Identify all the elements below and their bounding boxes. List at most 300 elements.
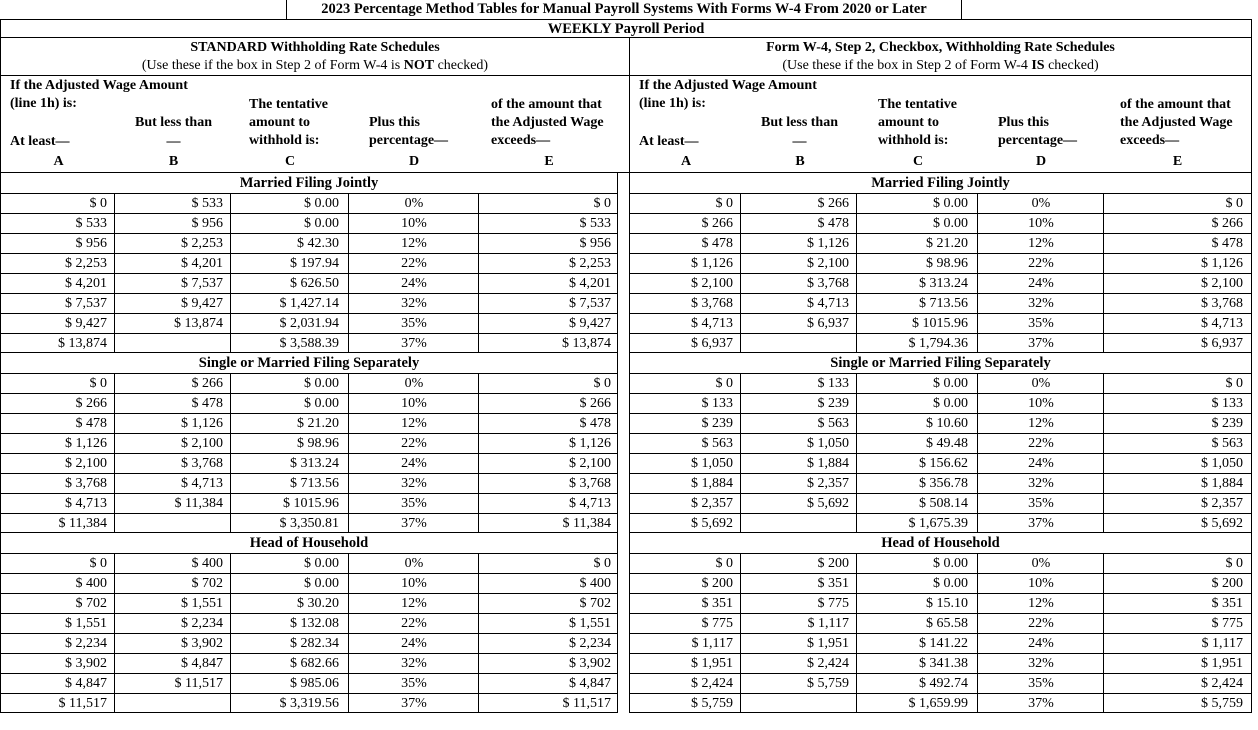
exceeds-cell-value: $ 478: [579, 416, 611, 431]
but-less-than-cell: [114, 653, 231, 673]
percentage-cell: [977, 393, 1104, 413]
but-less-than-cell: [740, 473, 857, 493]
but-less-than-cell-value: $ 1,551: [181, 596, 223, 611]
table-row: [629, 553, 1252, 573]
at-least-cell: [629, 193, 741, 213]
percentage-cell-value: 35%: [1028, 676, 1054, 691]
but-less-than-cell-value: $ 3,768: [807, 276, 849, 291]
but-less-than-cell: [114, 573, 231, 593]
exceeds-cell-value: $ 3,768: [569, 476, 611, 491]
percentage-cell: [348, 673, 479, 693]
tentative-cell: [230, 233, 349, 253]
table-row: [0, 553, 618, 573]
but-less-than-cell-value: $ 4,847: [181, 656, 223, 671]
but-less-than-cell-value: $ 2,424: [807, 656, 849, 671]
table-row: [0, 573, 618, 593]
tentative-cell-value: $ 42.30: [297, 236, 339, 251]
exceeds-cell: [1103, 333, 1252, 353]
percentage-cell-value: 32%: [1028, 296, 1054, 311]
percentage-cell-value: 32%: [401, 296, 427, 311]
but-less-than-cell-value: $ 6,937: [807, 316, 849, 331]
percentage-cell-value: 24%: [1028, 276, 1054, 291]
table-row: [629, 253, 1252, 273]
tentative-cell: [230, 213, 349, 233]
tentative-cell: [856, 453, 978, 473]
exceeds-cell-value: $ 5,692: [1201, 516, 1243, 531]
letter-e: E: [1172, 154, 1183, 169]
tentative-cell-value: $ 0.00: [304, 396, 339, 411]
tentative-cell-value: $ 356.78: [919, 476, 968, 491]
exceeds-cell: [1103, 273, 1252, 293]
table-row: [0, 633, 618, 653]
percentage-cell-value: 32%: [401, 476, 427, 491]
at-least-cell: [0, 553, 115, 573]
tentative-cell-value: $ 0.00: [304, 556, 339, 571]
but-less-than-cell: [740, 513, 857, 533]
tentative-cell-value: $ 713.56: [919, 296, 968, 311]
at-least-cell: [629, 233, 741, 253]
percentage-cell: [348, 693, 479, 713]
but-less-than-cell-value: $ 478: [817, 216, 849, 231]
tentative-cell-value: $ 0.00: [933, 556, 968, 571]
but-less-than-cell: [740, 673, 857, 693]
table-row: [0, 593, 618, 613]
tentative-cell: [856, 593, 978, 613]
percentage-cell: [348, 313, 479, 333]
percentage-cell: [348, 393, 479, 413]
at-least-cell-value: $ 478: [701, 236, 733, 251]
percentage-cell: [977, 633, 1104, 653]
table-row: [629, 633, 1252, 653]
table-row: [0, 293, 618, 313]
at-least-cell: [629, 513, 741, 533]
tentative-cell-value: $ 197.94: [290, 256, 339, 271]
standard-note: (Use these if the box in Step 2 of Form W-4 is NOT checked): [141, 58, 489, 73]
table-row: [629, 433, 1252, 453]
percentage-cell: [977, 653, 1104, 673]
exceeds-cell: [1103, 433, 1252, 453]
at-least-cell-value: $ 3,768: [691, 296, 733, 311]
percentage-cell: [348, 633, 479, 653]
exceeds-cell: [478, 273, 618, 293]
percentage-cell-value: 32%: [401, 656, 427, 671]
but-less-than-cell: [740, 193, 857, 213]
tentative-cell: [856, 573, 978, 593]
percentage-cell-value: 0%: [1031, 196, 1051, 211]
at-least-cell: [629, 313, 741, 333]
but-less-than-cell-value: $ 11,517: [174, 676, 223, 691]
tentative-cell: [856, 213, 978, 233]
tentative-cell: [856, 613, 978, 633]
table-row: [629, 273, 1252, 293]
percentage-cell: [348, 433, 479, 453]
tentative-cell: [856, 553, 978, 573]
at-least-cell: [629, 553, 741, 573]
at-least-cell: [629, 373, 741, 393]
exceeds-cell: [478, 693, 618, 713]
at-least-cell-value: $ 11,384: [58, 516, 107, 531]
tentative-cell-value: $ 282.34: [290, 636, 339, 651]
but-less-than-cell-value: $ 3,902: [181, 636, 223, 651]
exceeds-cell: [1103, 693, 1252, 713]
but-less-than-cell: [740, 693, 857, 713]
at-least-cell: [0, 633, 115, 653]
at-least-cell-value: $ 1,951: [691, 656, 733, 671]
but-less-than-cell: [114, 253, 231, 273]
tentative-cell-value: $ 313.24: [919, 276, 968, 291]
table-row: [0, 673, 618, 693]
tentative-cell: [856, 193, 978, 213]
exceeds-cell: [478, 673, 618, 693]
at-least-cell: [629, 213, 741, 233]
tentative-cell-value: $ 0.00: [304, 376, 339, 391]
percentage-cell: [348, 193, 479, 213]
exceeds-cell: [1103, 293, 1252, 313]
percentage-cell-value: 0%: [1031, 376, 1051, 391]
exceeds-label-3: exceeds—: [491, 133, 551, 148]
at-least-cell-value: $ 4,713: [691, 316, 733, 331]
exceeds-cell: [478, 633, 618, 653]
tentative-cell-value: $ 141.22: [919, 636, 968, 651]
at-least-cell: [629, 333, 741, 353]
tentative-cell: [856, 633, 978, 653]
tentative-cell: [856, 393, 978, 413]
exceeds-cell-value: $ 2,100: [569, 456, 611, 471]
table-row: [0, 333, 618, 353]
but-less-than-cell-value: $ 1,126: [181, 416, 223, 431]
exceeds-label-3: exceeds—: [1120, 133, 1180, 148]
at-least-cell-value: $ 13,874: [58, 336, 107, 351]
exceeds-cell: [1103, 253, 1252, 273]
at-least-cell: [629, 453, 741, 473]
tentative-cell-value: $ 1015.96: [283, 496, 339, 511]
tentative-cell: [856, 433, 978, 453]
tentative-label-2: amount to: [249, 115, 311, 130]
but-less-than-cell: [114, 393, 231, 413]
at-least-cell: [0, 473, 115, 493]
percentage-cell-value: 10%: [401, 576, 427, 591]
tentative-cell: [230, 613, 349, 633]
at-least-cell: [0, 313, 115, 333]
table-row: [0, 513, 618, 533]
at-least-cell-value: $ 4,847: [65, 676, 107, 691]
but-less-than-cell-value: $ 478: [191, 396, 223, 411]
at-least-cell-value: $ 5,759: [691, 696, 733, 711]
but-less-than-cell: [114, 553, 231, 573]
exceeds-cell-value: $ 0: [593, 376, 611, 391]
but-less-than-cell: [114, 433, 231, 453]
tentative-label-1: The tentative: [249, 97, 328, 112]
but-less-than-cell: [740, 453, 857, 473]
tentative-cell: [856, 413, 978, 433]
but-less-than-cell-value: $ 1,884: [807, 456, 849, 471]
percentage-cell-value: 0%: [404, 376, 424, 391]
tentative-cell: [230, 693, 349, 713]
exceeds-cell-value: $ 1,050: [1201, 456, 1243, 471]
percentage-cell-value: 35%: [1028, 316, 1054, 331]
but-less-than-cell-value: $ 3,768: [181, 456, 223, 471]
exceeds-cell-value: $ 0: [1225, 556, 1243, 571]
at-least-cell: [0, 393, 115, 413]
but-less-than-cell-value: $ 2,100: [181, 436, 223, 451]
but-less-than-cell-value: $ 400: [191, 556, 223, 571]
percentage-cell-value: 0%: [404, 196, 424, 211]
tentative-cell: [230, 333, 349, 353]
but-less-than-cell: [740, 273, 857, 293]
at-least-cell-value: $ 0: [89, 196, 107, 211]
table-row: [0, 273, 618, 293]
percentage-cell-value: 10%: [401, 216, 427, 231]
at-least-cell-value: $ 7,537: [65, 296, 107, 311]
table-row: [0, 193, 618, 213]
but-less-than-cell-value: $ 13,874: [174, 316, 223, 331]
tentative-cell-value: $ 49.48: [926, 436, 968, 451]
exceeds-cell-value: $ 266: [1211, 216, 1243, 231]
percentage-cell-value: 24%: [1028, 636, 1054, 651]
table-row: [0, 653, 618, 673]
tentative-cell: [230, 293, 349, 313]
but-less-than-cell-value: $ 2,357: [807, 476, 849, 491]
table-row: [0, 393, 618, 413]
but-less-than-cell: [740, 253, 857, 273]
but-less-than-cell: [740, 573, 857, 593]
percentage-cell-value: 37%: [1028, 336, 1054, 351]
tentative-cell: [856, 653, 978, 673]
tentative-cell: [230, 453, 349, 473]
at-least-label: At least—: [10, 134, 70, 149]
at-least-cell: [0, 653, 115, 673]
exceeds-cell: [478, 193, 618, 213]
at-least-cell-value: $ 0: [89, 556, 107, 571]
at-least-cell-value: $ 4,713: [65, 496, 107, 511]
exceeds-cell-value: $ 5,759: [1201, 696, 1243, 711]
exceeds-cell-value: $ 6,937: [1201, 336, 1243, 351]
percentage-cell: [348, 473, 479, 493]
percentage-cell-value: 35%: [401, 676, 427, 691]
but-less-than-cell: [740, 613, 857, 633]
tentative-cell-value: $ 3,588.39: [279, 336, 339, 351]
tentative-cell-value: $ 0.00: [933, 376, 968, 391]
percentage-cell: [348, 593, 479, 613]
percentage-cell: [977, 473, 1104, 493]
document-title: 2023 Percentage Method Tables for Manual Payroll Systems With Forms W-4 From 2020 or Later: [286, 0, 962, 19]
but-less-than-cell-value: $ 2,234: [181, 616, 223, 631]
percentage-cell: [977, 413, 1104, 433]
at-least-cell-value: $ 0: [89, 376, 107, 391]
but-less-than-cell: [114, 373, 231, 393]
but-less-than-cell: [740, 293, 857, 313]
tentative-cell: [230, 573, 349, 593]
tentative-cell: [230, 273, 349, 293]
exceeds-cell-value: $ 133: [1211, 396, 1243, 411]
tentative-cell-value: $ 98.96: [297, 436, 339, 451]
percentage-cell: [977, 313, 1104, 333]
exceeds-label-2: the Adjusted Wage: [491, 115, 604, 130]
exceeds-cell-value: $ 956: [579, 236, 611, 251]
wage-label-2: (line 1h) is:: [10, 96, 77, 111]
but-less-than-cell-value: $ 239: [817, 396, 849, 411]
at-least-cell: [0, 433, 115, 453]
at-least-cell-value: $ 2,100: [691, 276, 733, 291]
tentative-cell-value: $ 1,659.99: [908, 696, 968, 711]
table-row: [629, 393, 1252, 413]
tentative-cell-value: $ 508.14: [919, 496, 968, 511]
percentage-cell: [348, 413, 479, 433]
but-less-than-cell-value: $ 351: [817, 576, 849, 591]
but-less-than-cell-value: $ 4,201: [181, 256, 223, 271]
at-least-cell-value: $ 563: [701, 436, 733, 451]
but-less-than-cell-value: $ 775: [817, 596, 849, 611]
exceeds-cell: [478, 313, 618, 333]
but-less-than-cell-value: $ 200: [817, 556, 849, 571]
tentative-cell-value: $ 156.62: [919, 456, 968, 471]
table-row: [629, 493, 1252, 513]
exceeds-cell: [478, 373, 618, 393]
tentative-cell: [230, 373, 349, 393]
but-less-than-cell: [740, 313, 857, 333]
percentage-cell-value: 22%: [1028, 436, 1054, 451]
tentative-cell: [230, 313, 349, 333]
but-less-than-cell: [114, 473, 231, 493]
exceeds-cell-value: $ 13,874: [562, 336, 611, 351]
letter-a: A: [53, 154, 64, 169]
tentative-cell-value: $ 98.96: [926, 256, 968, 271]
exceeds-cell-value: $ 7,537: [569, 296, 611, 311]
table-row: [0, 453, 618, 473]
percentage-cell: [977, 453, 1104, 473]
exceeds-cell: [478, 233, 618, 253]
exceeds-cell-value: $ 2,357: [1201, 496, 1243, 511]
percentage-cell-value: 10%: [1028, 216, 1054, 231]
tentative-cell: [856, 493, 978, 513]
tentative-label-3: withhold is:: [878, 133, 949, 148]
percentage-cell-value: 10%: [1028, 396, 1054, 411]
at-least-cell: [629, 253, 741, 273]
percentage-cell: [348, 373, 479, 393]
at-least-cell: [629, 413, 741, 433]
percentage-cell-value: 10%: [401, 396, 427, 411]
exceeds-cell: [1103, 313, 1252, 333]
but-less-than-cell: [114, 413, 231, 433]
but-less-than-cell-value: $ 11,384: [174, 496, 223, 511]
exceeds-cell: [1103, 473, 1252, 493]
at-least-cell: [629, 493, 741, 513]
percentage-cell: [348, 293, 479, 313]
at-least-cell-value: $ 239: [701, 416, 733, 431]
percentage-cell-value: 12%: [401, 236, 427, 251]
percentage-cell-value: 35%: [401, 316, 427, 331]
tentative-cell-value: $ 1015.96: [912, 316, 968, 331]
percentage-cell-value: 35%: [1028, 496, 1054, 511]
but-less-dash: —: [792, 134, 807, 149]
but-less-than-cell: [114, 193, 231, 213]
percentage-cell-value: 22%: [401, 256, 427, 271]
table-row: [0, 233, 618, 253]
percentage-cell-value: 37%: [401, 336, 427, 351]
but-less-than-cell-value: $ 2,253: [181, 236, 223, 251]
but-less-than-cell: [114, 693, 231, 713]
but-less-than-cell-value: $ 266: [191, 376, 223, 391]
percentage-cell-value: 24%: [401, 636, 427, 651]
table-row: [629, 333, 1252, 353]
at-least-cell: [0, 213, 115, 233]
percentage-cell: [977, 673, 1104, 693]
table-row: [629, 613, 1252, 633]
percentage-cell: [977, 433, 1104, 453]
at-least-cell-value: $ 2,100: [65, 456, 107, 471]
but-less-than-cell: [114, 313, 231, 333]
at-least-cell: [0, 273, 115, 293]
table-row: [629, 233, 1252, 253]
at-least-cell: [0, 573, 115, 593]
percentage-cell: [348, 253, 479, 273]
percentage-cell: [348, 213, 479, 233]
plus-label-1: Plus this: [998, 115, 1049, 130]
exceeds-cell: [478, 433, 618, 453]
but-less-than-cell: [114, 233, 231, 253]
percentage-cell: [348, 333, 479, 353]
tentative-cell-value: $ 0.00: [933, 216, 968, 231]
exceeds-cell-value: $ 0: [593, 556, 611, 571]
percentage-cell: [977, 513, 1104, 533]
percentage-cell: [977, 693, 1104, 713]
plus-label-2: percentage—: [998, 133, 1078, 148]
tentative-cell-value: $ 0.00: [933, 396, 968, 411]
percentage-cell-value: 37%: [401, 696, 427, 711]
tentative-cell-value: $ 341.38: [919, 656, 968, 671]
at-least-cell: [0, 413, 115, 433]
but-less-than-cell: [114, 333, 231, 353]
checkbox-note: (Use these if the box in Step 2 of Form W-4 IS checked): [782, 58, 1099, 73]
table-row: [629, 513, 1252, 533]
percentage-cell: [977, 293, 1104, 313]
at-least-cell: [0, 333, 115, 353]
tentative-cell: [856, 693, 978, 713]
exceeds-cell: [478, 213, 618, 233]
at-least-cell-value: $ 702: [75, 596, 107, 611]
letter-d: D: [1035, 154, 1047, 169]
tentative-cell-value: $ 713.56: [290, 476, 339, 491]
but-less-than-cell-value: $ 5,759: [807, 676, 849, 691]
tentative-cell-value: $ 313.24: [290, 456, 339, 471]
exceeds-cell-value: $ 4,201: [569, 276, 611, 291]
percentage-cell: [977, 333, 1104, 353]
but-less-than-cell: [740, 413, 857, 433]
tentative-label-3: withhold is:: [249, 133, 320, 148]
exceeds-label-2: the Adjusted Wage: [1120, 115, 1233, 130]
at-least-cell-value: $ 1,117: [691, 636, 733, 651]
table-row: [0, 693, 618, 713]
exceeds-cell: [478, 573, 618, 593]
but-less-than-cell: [740, 333, 857, 353]
table-row: [0, 433, 618, 453]
exceeds-cell-value: $ 2,234: [569, 636, 611, 651]
tentative-cell-value: $ 3,319.56: [279, 696, 339, 711]
letter-c: C: [284, 154, 296, 169]
at-least-cell-value: $ 2,424: [691, 676, 733, 691]
exceeds-cell: [1103, 453, 1252, 473]
exceeds-cell-value: $ 11,384: [562, 516, 611, 531]
percentage-cell-value: 24%: [1028, 456, 1054, 471]
but-less-than-cell-value: $ 1,050: [807, 436, 849, 451]
at-least-cell: [629, 653, 741, 673]
but-less-than-cell: [114, 493, 231, 513]
at-least-cell-value: $ 2,253: [65, 256, 107, 271]
but-less-than-cell-value: $ 133: [817, 376, 849, 391]
but-less-than-cell: [740, 233, 857, 253]
tentative-cell: [856, 673, 978, 693]
exceeds-cell: [1103, 573, 1252, 593]
